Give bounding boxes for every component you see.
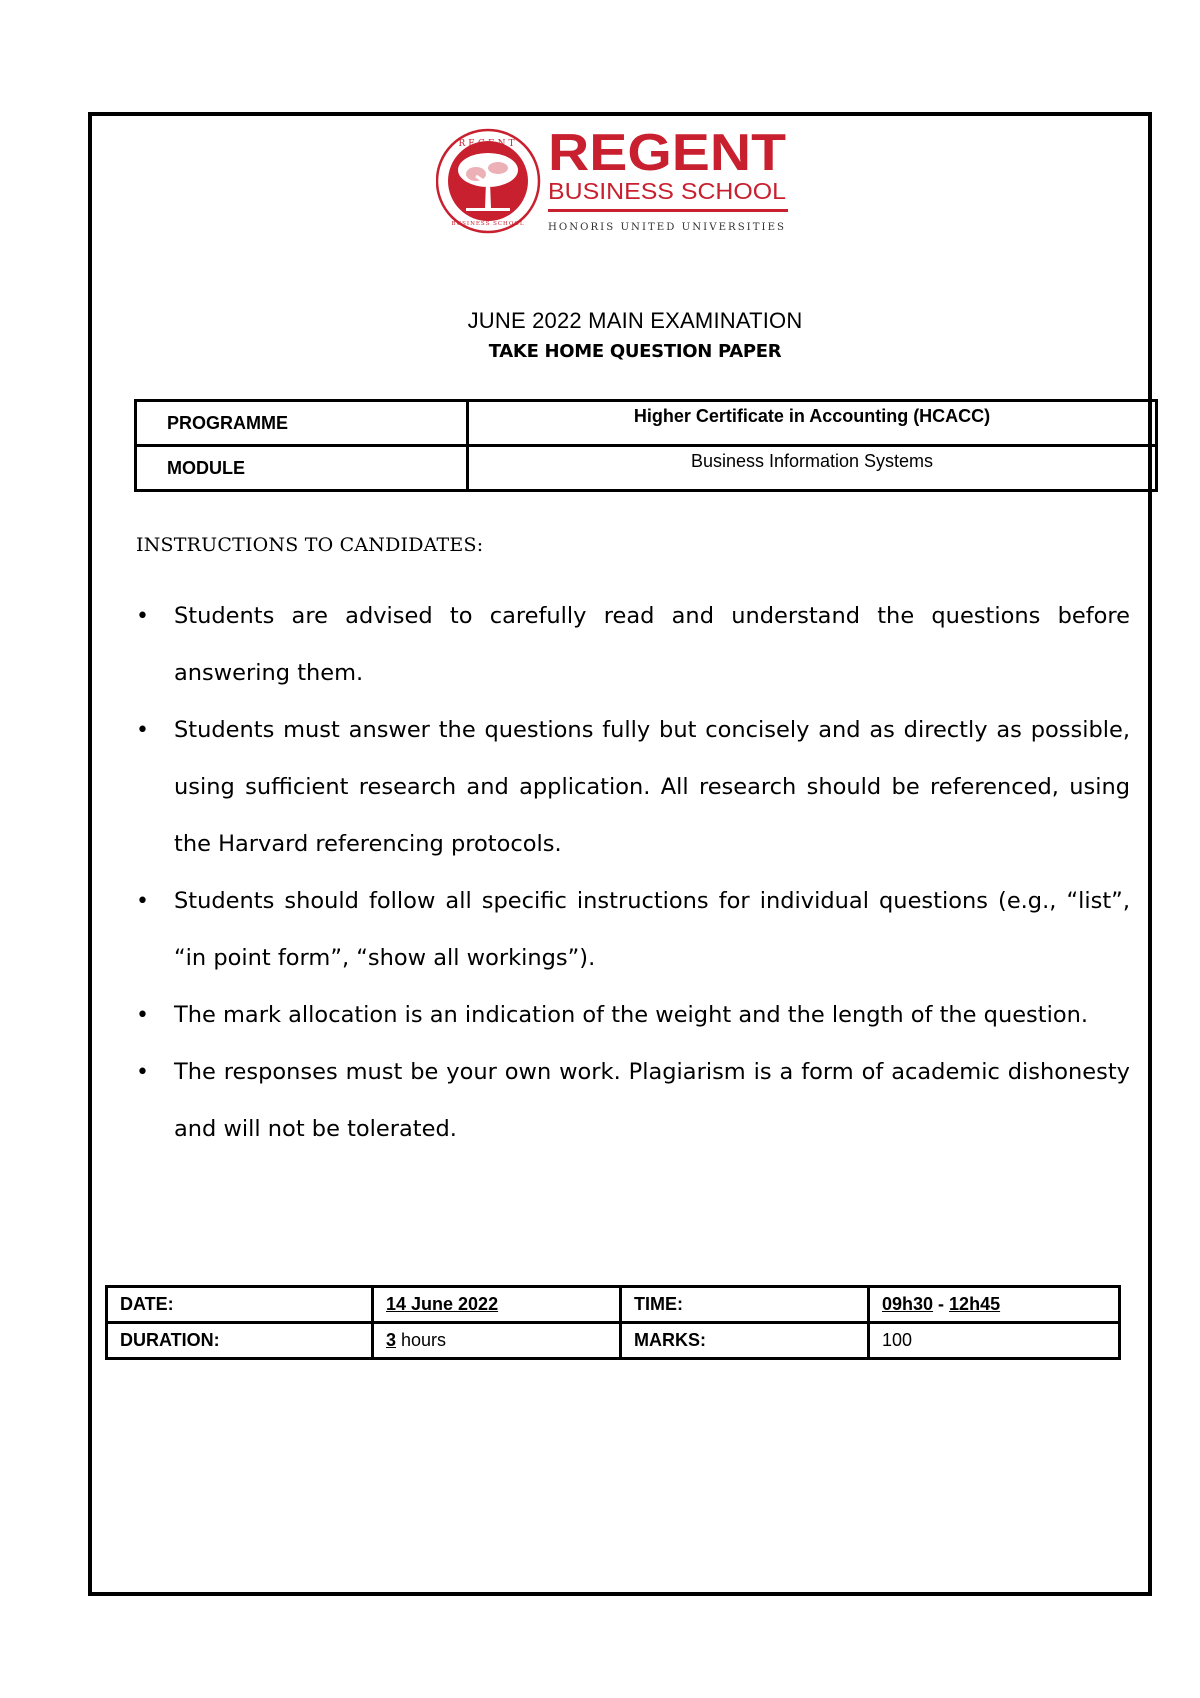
exam-subtitle: TAKE HOME QUESTION PAPER: [488, 341, 782, 362]
logo-tagline: HONORIS UNITED UNIVERSITIES: [548, 222, 786, 233]
instruction-text: The responses must be your own work. Plagiarism is a form of academic dishonesty and will not be tolerated.: [174, 1059, 1130, 1142]
bullet-icon: •: [136, 604, 149, 629]
seal-icon: [437, 130, 539, 232]
instruction-item: [136, 1044, 1130, 1158]
seal-top-text: REGENT: [458, 139, 518, 149]
instruction-text: The mark allocation is an indication of the weight and the length of the question.: [174, 1002, 1089, 1028]
duration-value-cell: [373, 1323, 621, 1359]
programme-label: PROGRAMME: [136, 401, 468, 446]
instruction-text: Students should follow all specific instructions for individual questions (e.g., “list”, “in point form”, “show all workings”).: [174, 888, 1130, 971]
programme-row: [136, 401, 1157, 446]
bullet-icon: •: [136, 889, 149, 914]
marks-value: 100: [869, 1323, 1120, 1359]
programme-value: Higher Certificate in Accounting (HCACC): [468, 401, 1157, 446]
instructions-heading: INSTRUCTIONS TO CANDIDATES:: [136, 534, 484, 556]
date-value-cell: [373, 1287, 621, 1323]
duration-marks-row: [107, 1323, 1120, 1359]
duration-unit: hours: [396, 1330, 447, 1350]
bullet-icon: •: [136, 1003, 149, 1028]
instruction-item: [136, 873, 1130, 987]
duration-number: 3: [386, 1330, 397, 1350]
module-value: Business Information Systems: [468, 446, 1157, 491]
regent-logo: [436, 124, 796, 244]
programme-table: [134, 399, 1158, 492]
instruction-item: [136, 588, 1130, 702]
logo-school: BUSINESS SCHOOL: [548, 178, 787, 204]
time-label: TIME:: [621, 1287, 869, 1323]
logo-rule: [548, 209, 788, 212]
instruction-text: Students must answer the questions fully but concisely and as directly as possible, using sufficient research and application. All research should be referenced, using the Harvard referencing protocols.: [174, 717, 1130, 857]
time-end: 12h45: [949, 1294, 1001, 1314]
logo-brand: REGENT: [548, 124, 787, 182]
module-label: MODULE: [136, 446, 468, 491]
time-value-cell: [869, 1287, 1120, 1323]
bullet-icon: •: [136, 1060, 149, 1085]
time-start: 09h30: [882, 1294, 934, 1314]
date-value: 14 June 2022: [386, 1294, 499, 1314]
module-row: [136, 446, 1157, 491]
time-separator: -: [933, 1294, 950, 1314]
marks-label: MARKS:: [621, 1323, 869, 1359]
instruction-text: Students are advised to carefully read and understand the questions before answering them.: [174, 603, 1130, 686]
exam-title: JUNE 2022 MAIN EXAMINATION: [467, 308, 803, 333]
bullet-icon: •: [136, 718, 149, 743]
instruction-item: [136, 702, 1130, 873]
date-label: DATE:: [107, 1287, 373, 1323]
date-time-row: [107, 1287, 1120, 1323]
instructions-list: [136, 588, 1130, 1158]
instruction-item: [136, 987, 1130, 1044]
seal-bottom-text: BUSINESS SCHOOL: [451, 221, 525, 227]
duration-label: DURATION:: [107, 1323, 373, 1359]
regent-logo-graphic: [436, 124, 796, 244]
details-table: [105, 1285, 1121, 1360]
